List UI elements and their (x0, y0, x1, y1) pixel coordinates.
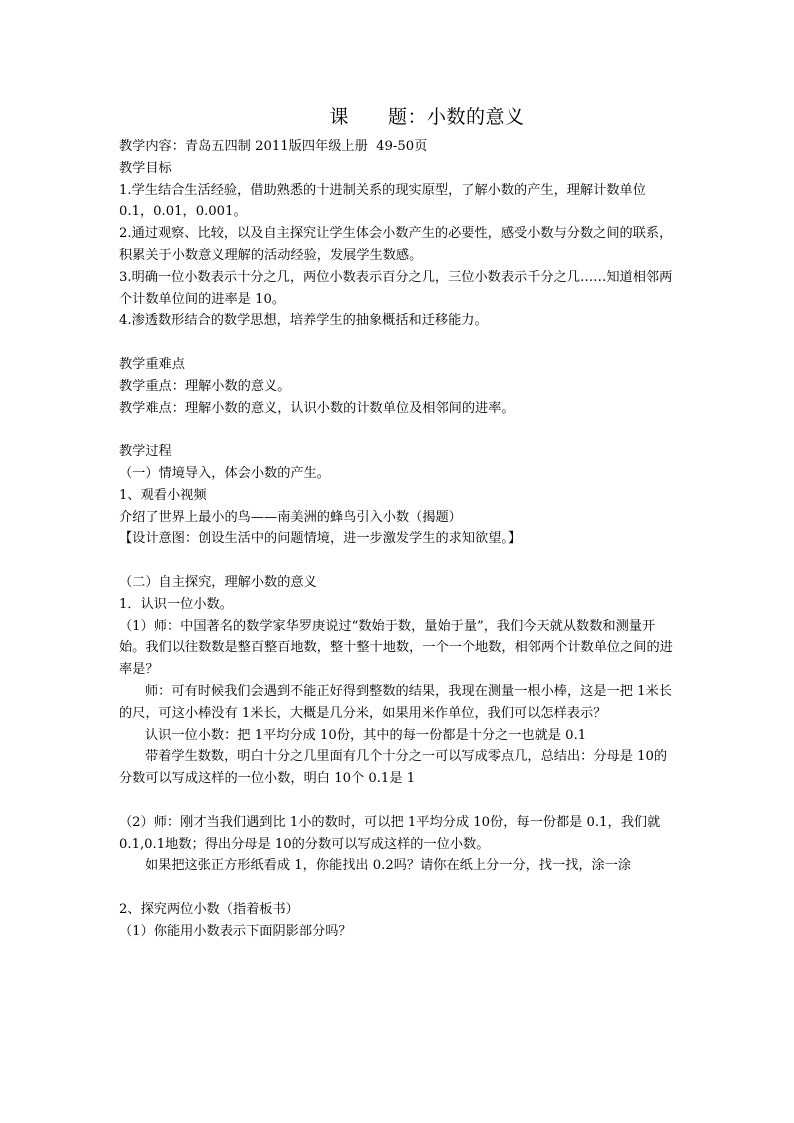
part1-heading: （一）情境导入，体会小数的产生。 (119, 465, 330, 481)
part2-teacher: 师：可有时候我们会遇到不能正好得到整数的结果，我现在测量一根小棒，这是一把 1米长的尺，可这小棒没有 1米长，大概是几分米，如果用米作单位，我们可以怎样表示？ (119, 683, 672, 721)
document-body (119, 136, 679, 942)
spacer (119, 419, 679, 441)
spacer (119, 550, 679, 572)
part2-recognize: 认识一位小数：把 1平均分成 10份，其中的每一份都是十分之一也就是 0.1 (145, 727, 587, 743)
part1-intro: 介绍了世界上最小的鸟——南美洲的蜂鸟引入小数（揭题） (119, 509, 462, 525)
spacer (119, 790, 679, 812)
spacer (119, 332, 679, 354)
part2-question-2: （2）师：刚才当我们遇到比 1小的数时，可以把 1平均分成 10份，每一份都是 0.1，我们就 0.1,0.1地数；得出分母是 10的分数可以写成这样的一位小数。 (119, 814, 665, 852)
process-heading: 教学过程 (119, 444, 172, 460)
part2-step1: 1．认识一位小数。 (119, 596, 233, 612)
goals-heading: 教学目标 (119, 160, 172, 176)
spacer (119, 877, 679, 899)
part2-question-1: （1）师：中国著名的数学家华罗庚说过“数始于数，量始于量”，我们今天就从数数和测量开始。我们以往数数是整百整百地数，整十整十地数，一个一个地数，相邻两个计数单位之间的进率是？ (119, 618, 673, 678)
goal-1: 1.学生结合生活经验，借助熟悉的十进制关系的现实原型，了解小数的产生，理解计数单位0.1，0.01，0.001。 (119, 182, 646, 220)
content-line: 教学内容：青岛五四制 2011版四年级上册 49-50页 (119, 139, 428, 154)
difficulty-point: 教学难点：理解小数的意义，认识小数的计数单位及相邻间的进率。 (119, 400, 515, 416)
key-point: 教学重点：理解小数的意义。 (119, 378, 291, 394)
part1-step: 1、观看小视频 (119, 487, 207, 503)
goal-2: 2.通过观察、比较，以及自主探究让学生体会小数产生的必要性，感受小数与分数之间的联系，积累关于小数意义理解的活动经验，发展学生数感。 (119, 226, 673, 263)
part2-step2: 2、探究两位小数（指着板书） (119, 901, 299, 917)
key-heading: 教学重难点 (119, 356, 185, 372)
goal-4: 4.渗透数形结合的数学思想，培养学生的抽象概括和迁移能力。 (119, 313, 488, 329)
document-title: 课 题：小数的意义 (329, 106, 525, 128)
part2-lead: 带着学生数数，明白十分之几里面有几个十分之一可以写成零点几，总结出：分母是 10的分数可以写成这样的一位小数，明白 10个 0.1是 1 (119, 749, 668, 787)
goal-3: 3.明确一位小数表示十分之几，两位小数表示百分之几，三位小数表示千分之几……知道相邻两个计数单位间的进率是 10。 (119, 269, 673, 307)
part2-square: 如果把这张正方形纸看成 1，你能找出 0.2吗？请你在纸上分一分，找一找，涂一涂 (145, 858, 632, 874)
part2-question-3: （1）你能用小数表示下面阴影部分吗？ (119, 923, 352, 939)
part2-heading: （二）自主探究，理解小数的意义 (119, 574, 317, 590)
part1-design: 【设计意图：创设生活中的问题情境，进一步激发学生的求知欲望。】 (119, 531, 522, 547)
